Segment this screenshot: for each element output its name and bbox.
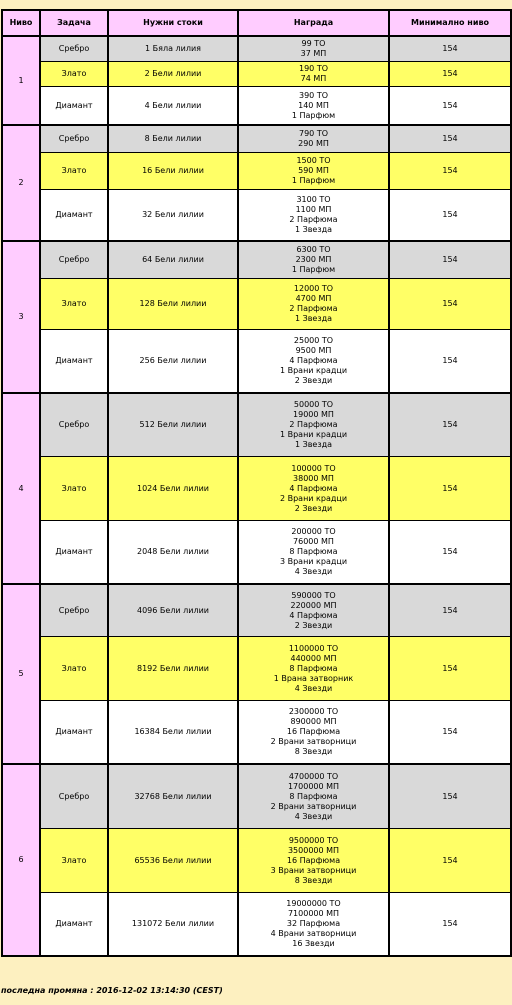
goods-cell: 32768 Бели лилии: [109, 765, 239, 829]
table-row: [3, 242, 512, 279]
reward-line: 2 Звезди: [294, 376, 333, 385]
reward-line: 7100000 МП: [287, 909, 340, 918]
reward-line: 190 ТО: [299, 64, 328, 73]
reward-line: 37 МП: [300, 49, 327, 58]
reward-line: 1 Парфюм: [291, 265, 336, 274]
min-level-cell: 154: [390, 585, 512, 637]
reward-line: 1 Парфюм: [291, 110, 336, 120]
reward-line: 2 Звезди: [294, 620, 333, 630]
reward-line: 4 Звезди: [294, 683, 333, 693]
min-level-cell: 154: [390, 190, 512, 242]
task-cell: Сребро: [41, 242, 109, 279]
task-cell: Сребро: [41, 394, 109, 457]
reward-line: 2 Парфюма: [289, 215, 338, 224]
reward-line: 2 Парфюма: [289, 420, 338, 429]
reward-line: 3 Врани крадци: [279, 557, 348, 566]
reward-line: 2 Звезди: [294, 503, 333, 513]
reward-cell: [239, 153, 390, 190]
goods-cell: 16 Бели лилии: [109, 153, 239, 190]
reward-cell: [239, 330, 390, 394]
min-level-cell: 154: [390, 829, 512, 893]
table-row: [3, 765, 512, 829]
table-row: [3, 153, 512, 190]
min-level-cell: 154: [390, 893, 512, 957]
reward-line: 200000 ТО: [291, 527, 336, 536]
task-cell: Диамант: [41, 701, 109, 765]
reward-line: 9500 МП: [295, 346, 332, 355]
goods-cell: 64 Бели лилии: [109, 242, 239, 279]
reward-line: 890000 МП: [290, 717, 337, 726]
reward-line: 1 Звезда: [294, 225, 333, 234]
reward-cell: [239, 765, 390, 829]
goods-cell: 256 Бели лилии: [109, 330, 239, 394]
reward-cell: [239, 457, 390, 521]
reward-cell: [239, 279, 390, 330]
min-level-cell: 154: [390, 153, 512, 190]
reward-line: 74 МП: [300, 74, 327, 83]
task-cell: Злато: [41, 62, 109, 87]
reward-line: 16 Парфюма: [286, 855, 341, 865]
header-row: [3, 11, 512, 37]
reward-line: 4 Парфюма: [289, 483, 338, 493]
table-row: [3, 637, 512, 701]
level-cell: 3: [3, 242, 41, 394]
reward-line: 4 Врани затворници: [270, 929, 357, 938]
table-row: [3, 87, 512, 126]
reward-line: 3500000 МП: [287, 845, 340, 855]
reward-line: 32 Парфюма: [286, 919, 341, 928]
min-level-cell: 154: [390, 62, 512, 87]
reward-line: 100000 ТО: [291, 463, 336, 473]
reward-line: 1 Врани крадци: [279, 430, 348, 439]
table-row: [3, 829, 512, 893]
reward-line: 1 Звезда: [294, 440, 333, 449]
table-row: [3, 279, 512, 330]
table-body: [3, 37, 512, 957]
reward-line: 3100 ТО: [296, 195, 331, 204]
reward-line: 2 Врани затворници: [270, 801, 357, 811]
level-cell: 1: [3, 37, 41, 126]
goods-cell: 4096 Бели лилии: [109, 585, 239, 637]
min-level-cell: 154: [390, 457, 512, 521]
task-cell: Злато: [41, 457, 109, 521]
reward-line: 140 МП: [298, 100, 329, 110]
reward-line: 4700000 ТО: [288, 771, 339, 781]
table-row: [3, 457, 512, 521]
reward-line: 19000 МП: [293, 410, 334, 419]
reward-cell: [239, 242, 390, 279]
reward-cell: [239, 829, 390, 893]
reward-cell: [239, 87, 390, 126]
table-row: [3, 126, 512, 153]
reward-line: 1 Парфюм: [291, 176, 336, 185]
last-modified: последна промяна : 2016-12-02 13:14:30 (CEST): [1, 986, 223, 995]
min-level-cell: 154: [390, 637, 512, 701]
task-cell: Диамант: [41, 190, 109, 242]
reward-line: 440000 МП: [290, 653, 337, 663]
goods-cell: 1024 Бели лилии: [109, 457, 239, 521]
reward-line: 590 МП: [298, 166, 329, 175]
task-cell: Сребро: [41, 585, 109, 637]
goods-cell: 8192 Бели лилии: [109, 637, 239, 701]
reward-line: 590000 ТО: [291, 590, 336, 600]
reward-line: 4 Парфюма: [289, 356, 338, 365]
min-level-cell: 154: [390, 87, 512, 126]
reward-line: 4 Звезди: [294, 811, 333, 821]
reward-line: 2 Врани крадци: [279, 493, 348, 503]
task-cell: Диамант: [41, 893, 109, 957]
table-row: [3, 394, 512, 457]
level-cell: 2: [3, 126, 41, 242]
reward-line: 8 Парфюма: [289, 547, 338, 556]
task-cell: Злато: [41, 279, 109, 330]
reward-cell: [239, 893, 390, 957]
task-cell: Злато: [41, 153, 109, 190]
reward-cell: [239, 37, 390, 62]
level-cell: 4: [3, 394, 41, 585]
goods-cell: 16384 Бели лилии: [109, 701, 239, 765]
level-cell: 5: [3, 585, 41, 765]
task-cell: Злато: [41, 829, 109, 893]
task-cell: Злато: [41, 637, 109, 701]
min-level-cell: 154: [390, 242, 512, 279]
reward-line: 2 Врани затворници: [270, 737, 357, 746]
table-row: [3, 62, 512, 87]
reward-line: 2300 МП: [295, 255, 332, 264]
reward-line: 19000000 ТО: [286, 899, 341, 908]
reward-cell: [239, 190, 390, 242]
reward-cell: [239, 701, 390, 765]
goods-cell: 4 Бели лилии: [109, 87, 239, 126]
table-row: [3, 585, 512, 637]
table-row: [3, 701, 512, 765]
reward-line: 50000 ТО: [293, 400, 334, 409]
reward-line: 790 ТО: [299, 129, 328, 138]
reward-line: 3 Врани затворници: [270, 865, 357, 875]
header-goods: Нужни стоки: [109, 11, 239, 37]
min-level-cell: 154: [390, 701, 512, 765]
header-level: Ниво: [3, 11, 41, 37]
goods-cell: 2 Бели лилии: [109, 62, 239, 87]
goods-cell: 131072 Бели лилии: [109, 893, 239, 957]
reward-line: 4 Парфюма: [289, 610, 338, 620]
reward-line: 4 Звезди: [294, 567, 333, 576]
min-level-cell: 154: [390, 330, 512, 394]
goods-cell: 128 Бели лилии: [109, 279, 239, 330]
rewards-table: [1, 9, 512, 957]
reward-line: 1 Врани крадци: [279, 366, 348, 375]
reward-line: 2 Парфюма: [289, 304, 338, 313]
reward-line: 220000 МП: [290, 600, 337, 610]
goods-cell: 1 Бяла лилия: [109, 37, 239, 62]
task-cell: Сребро: [41, 126, 109, 153]
reward-line: 4700 МП: [295, 294, 332, 303]
reward-line: 1700000 МП: [287, 781, 340, 791]
reward-line: 8 Звезди: [294, 875, 333, 885]
reward-line: 76000 МП: [293, 537, 334, 546]
level-cell: 6: [3, 765, 41, 957]
min-level-cell: 154: [390, 521, 512, 585]
reward-line: 8 Парфюма: [289, 791, 338, 801]
reward-cell: [239, 521, 390, 585]
reward-line: 1 Звезда: [294, 314, 333, 323]
table-row: [3, 190, 512, 242]
reward-cell: [239, 394, 390, 457]
reward-line: 1100000 ТО: [288, 643, 339, 653]
task-cell: Диамант: [41, 87, 109, 126]
goods-cell: 2048 Бели лилии: [109, 521, 239, 585]
goods-cell: 32 Бели лилии: [109, 190, 239, 242]
table-row: [3, 37, 512, 62]
goods-cell: 8 Бели лилии: [109, 126, 239, 153]
reward-line: 1 Врана затворник: [273, 673, 354, 683]
header-reward: Награда: [239, 11, 390, 37]
goods-cell: 512 Бели лилии: [109, 394, 239, 457]
reward-line: 99 ТО: [301, 39, 326, 48]
reward-cell: [239, 585, 390, 637]
header-min-level: Минимално ниво: [390, 11, 512, 37]
min-level-cell: 154: [390, 394, 512, 457]
header-task: Задача: [41, 11, 109, 37]
min-level-cell: 154: [390, 765, 512, 829]
reward-line: 16 Звезди: [292, 939, 335, 948]
task-cell: Сребро: [41, 765, 109, 829]
reward-line: 6300 ТО: [296, 245, 331, 254]
table-row: [3, 330, 512, 394]
reward-cell: [239, 126, 390, 153]
reward-line: 8 Звезди: [294, 747, 333, 756]
table-row: [3, 521, 512, 585]
reward-line: 9500000 ТО: [288, 835, 339, 845]
min-level-cell: 154: [390, 126, 512, 153]
min-level-cell: 154: [390, 37, 512, 62]
reward-line: 1100 МП: [295, 205, 332, 214]
reward-cell: [239, 637, 390, 701]
reward-line: 38000 МП: [293, 473, 334, 483]
task-cell: Сребро: [41, 37, 109, 62]
reward-line: 2300000 ТО: [288, 707, 339, 716]
reward-line: 16 Парфюма: [286, 727, 341, 736]
reward-line: 8 Парфюма: [289, 663, 338, 673]
reward-line: 25000 ТО: [293, 336, 334, 345]
reward-line: 1500 ТО: [296, 156, 331, 165]
task-cell: Диамант: [41, 330, 109, 394]
reward-cell: [239, 62, 390, 87]
table-row: [3, 893, 512, 957]
reward-line: 12000 ТО: [293, 284, 334, 293]
min-level-cell: 154: [390, 279, 512, 330]
goods-cell: 65536 Бели лилии: [109, 829, 239, 893]
reward-line: 390 ТО: [299, 90, 328, 100]
task-cell: Диамант: [41, 521, 109, 585]
reward-line: 290 МП: [298, 139, 329, 148]
